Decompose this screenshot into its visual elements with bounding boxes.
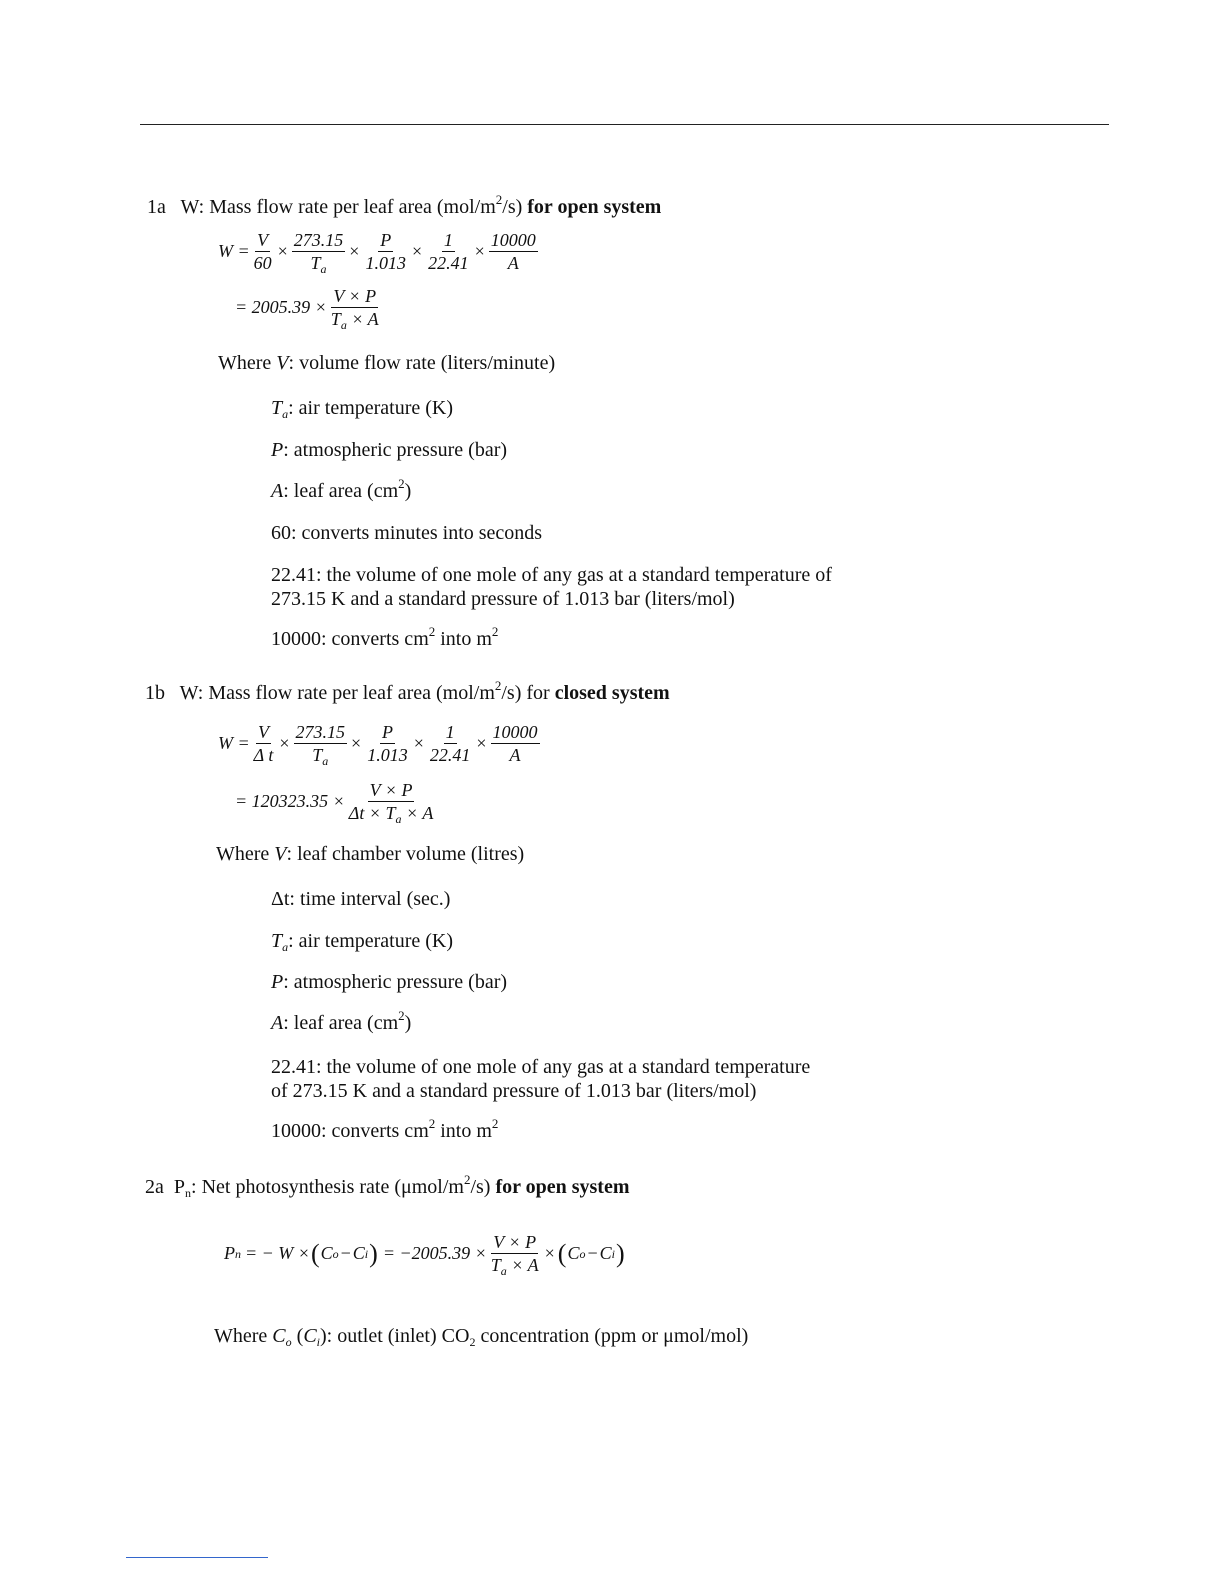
equation-1b-line1: W = $\frac{V}{\text{Δ t}}$ × $\frac{273.15}{T_a}$ × $\frac{P}{1.013}$ × $\frac{1}{22.41}$ × $\frac{10000}{A}$ [218, 722, 538, 768]
def-p-1b: P: atmospheric pressure (bar) [271, 971, 508, 993]
where-line-1b: Where V: leaf chamber volume (litres) [216, 843, 525, 865]
equation-1a-line1: W = $\frac{V}{60}$ × $\frac{273.15}{T_a}$ × $\frac{P}{1.013}$ × $\frac{1}{22.41}$ × $\frac{10000}{A}$ [218, 230, 536, 276]
section-title: W: Mass flow rate per leaf area (mol/m [180, 196, 496, 218]
section-title: W: Mass flow rate per leaf area (mol/m [179, 682, 495, 704]
section-number: 1a [147, 196, 166, 218]
section-title-bold: for open system [527, 196, 662, 218]
def-ta-1b: $T_a$: air temperature (K) [271, 930, 454, 954]
section-title-bold: closed system [554, 682, 670, 704]
section-1a-heading: 1a W: Mass flow rate per leaf area $(mol/m^2/s)$ for open system [147, 192, 662, 218]
def-2241-1a-line1: 22.41: the volume of one mole of any gas at a standard temperature of [271, 564, 832, 586]
equation-2a: P n = − W × ( C o − C i ) = −2005.39 × $\frac{V \times P}{T_a \times A}$ × ( C o − C i ) [224, 1232, 625, 1278]
def-p-1a: P: atmospheric pressure (bar) [271, 439, 508, 461]
def-2241-1a-line2: 273.15 K and a standard pressure of 1.013 bar (liters/mol) [271, 588, 735, 610]
section-number: 2a [145, 1176, 164, 1198]
header-rule [140, 124, 1109, 125]
def-dt-1b: Δt: time interval (sec.) [271, 888, 451, 910]
def-a-1a: A: leaf area $(cm^2)$ [271, 476, 412, 502]
def-2241-1b-line2: of 273.15 K and a standard pressure of 1.013 bar (liters/mol) [271, 1080, 757, 1102]
where-line-1a: Where V: volume flow rate (liters/minute) [218, 352, 556, 374]
equation-1b-line2: = 120323.35 × $\frac{V \times P}{\Delta t \times T_a \times A}$ [235, 780, 434, 826]
def-a-1b: A: leaf area $(cm^2)$ [271, 1008, 412, 1034]
where-line-2a: Where $C_o$ $(C_i)$: outlet (inlet) $CO_2$ concentration (ppm or μmol/mol) [214, 1325, 749, 1349]
def-10000-1a: 10000: converts $cm^2$ into $m^2$ [271, 624, 499, 650]
def-ta-1a: $T_a$: air temperature (K) [271, 397, 454, 421]
section-title-bold: for open system [495, 1176, 630, 1198]
section-1b-heading: 1b W: Mass flow rate per leaf area $(mol/m^2/s)$ for closed system [145, 678, 670, 704]
footnote-rule [126, 1557, 268, 1558]
equation-1a-line2: = 2005.39 × $\frac{V \times P}{T_a \times A}$ [235, 286, 379, 332]
section-title: : Net photosynthesis rate (μmol/m [191, 1176, 464, 1198]
section-2a-heading: 2a $P_n$: Net photosynthesis rate $(\mu mol/m^2/s)$ for open system [145, 1172, 630, 1200]
def-60-1a: 60: converts minutes into seconds [271, 522, 543, 544]
section-number: 1b [145, 682, 165, 704]
def-2241-1b-line1: 22.41: the volume of one mole of any gas at a standard temperature [271, 1056, 811, 1078]
def-10000-1b: 10000: converts $cm^2$ into $m^2$ [271, 1116, 499, 1142]
